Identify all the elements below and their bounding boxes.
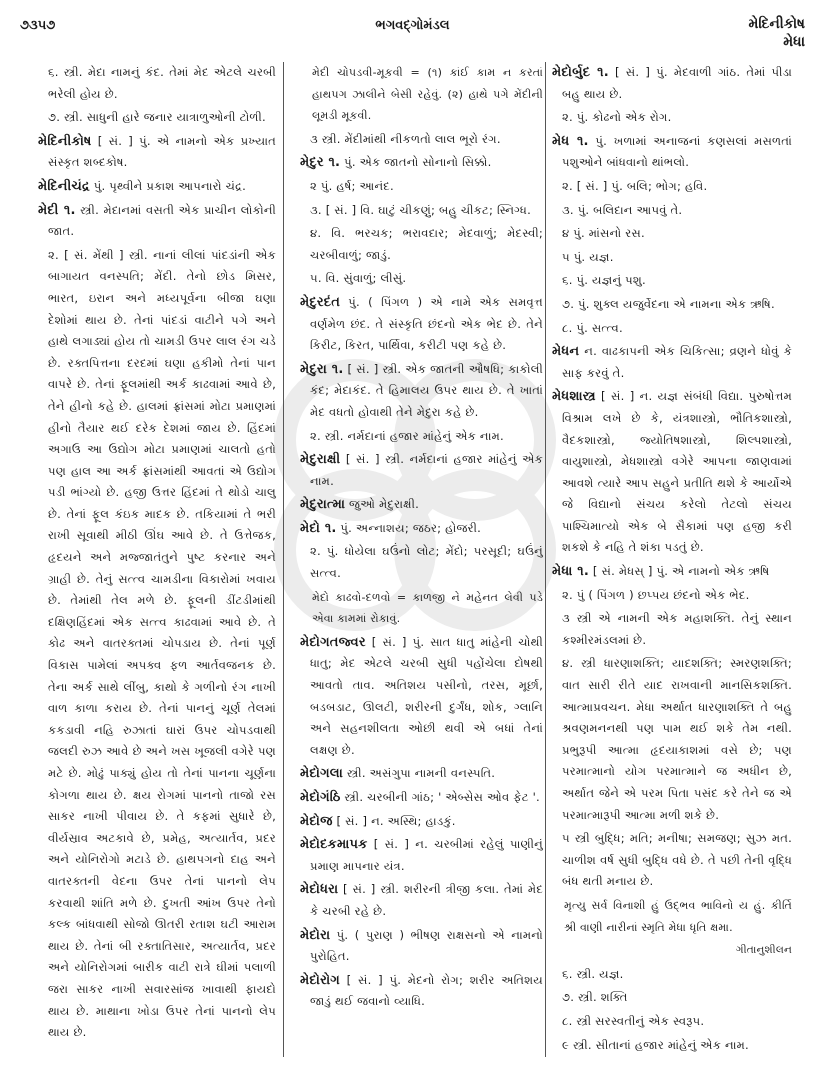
dictionary-entry	[38, 200, 276, 243]
sense-definition: ૬. પું. યજ્ઞનું પશુ.	[562, 273, 646, 288]
headword: મેદિનીકોષ	[38, 133, 92, 149]
definition: [ સં. ] ન. યજ્ઞ સંબંધી વિદ્યા. પુરુષોત્તમ વિશ્રામ લખે છે કે, યંત્રશાસ્ત્રો, ભૌતિકશાસ્ત્રો, વૈદકશાસ્ત્રો, જ્યોતિષશાસ્ત્રો, શિલ્પશાસ્ત્રો, વાયુશાસ્ત્રો, મેધશાસ્ત્રો વગેરે આપના જાણવામાં આવશે ત્યારે આપ સહુને પ્રતીતિ થશે કે આર્યોએ જે વિદ્યાનો સંચય કરેલો તેટલો સંચય પાશ્ચિમાત્યો એક બે સૈકામાં પણ હજી કરી શકશે કે નહિ તે શંકા પડતું છે.	[562, 389, 792, 555]
section-title-start: મેદિનીકોષ	[748, 16, 805, 32]
dictionary-entry	[300, 494, 543, 516]
dictionary-entry	[38, 131, 276, 174]
headword: મેદુરાક્ષી	[300, 452, 341, 468]
dictionary-entry	[300, 925, 543, 968]
sense-definition: ૫ પું. યજ્ઞ.	[562, 249, 614, 264]
dictionary-entry	[300, 292, 543, 357]
dictionary-entry	[300, 632, 543, 762]
definition: [ સં. ] સ્ત્રી. શરીરની ત્રીજી કલા. તેમાં મેદ કે ચરબી રહે છે.	[310, 882, 543, 918]
headword: મેધશાસ્ત્ર	[552, 389, 596, 405]
definition: સ્ત્રી. ચરબીની ગાંઠ; ' એબ્સેસ ઓવ ફેટ '.	[344, 790, 540, 804]
sense-definition: ૨. પું. ધોયેલા ઘઉંનો લોટ; મેંદો; પરસૂદી; ઘઉંનું સત્ત્વ.	[310, 544, 543, 581]
dictionary-entry	[300, 152, 543, 174]
idiom-quote: મેદી ચોપડવી-મૂકવી = (૧) કાંઈ કામ ન કરતાં હાથપગ ઝાલીને બેસી રહેવું. (૨) હાથે પગે મેંદીની લૂમડી મૂકવી.	[312, 66, 543, 123]
dictionary-entry	[300, 787, 543, 809]
dictionary-entry	[552, 561, 792, 583]
section-title	[748, 15, 805, 51]
dictionary-entry	[300, 970, 543, 1013]
sense-definition: ૫ સ્ત્રી બુદ્ધિ; મતિ; મનીષા; સમજણ; સુઝ મત. ચાળીશ વર્ષ સુધી બુદ્ધિ વધે છે. તે પછી તેની વૃદ્ધિ બંધ થતી મનાય છે.	[562, 831, 792, 889]
sense-definition: ૪ પું. માંસનો રસ.	[562, 226, 645, 241]
dictionary-entry	[300, 811, 543, 833]
definition: [ સં. મેધસ્ ] પું. એ નામનો એક ઋષિ	[592, 564, 770, 579]
page-header	[0, 0, 825, 60]
headword: મેદોદકમાપક	[300, 837, 368, 853]
definition: [ સં. ] સ્ત્રી. એક જાતની ઔષધિ; કાકોલી કંદ; મેદાકંદ. તે હિમાલય ઉપર થાય છે. તે ખાતાં મેદ વધતો હોવાથી તેને મેદુરા કહે છે.	[310, 361, 543, 419]
definition: ન. વાઢકાપની એક ચિકિત્સા; વ્રણને ધોવું કે સાફ કરવું તે.	[562, 344, 792, 380]
dictionary-entry	[300, 879, 543, 922]
section-title-end: મેધા	[783, 34, 805, 50]
dictionary-entry	[552, 62, 792, 105]
running-title: ભગવદ્ગોમંડલ	[375, 18, 450, 33]
dictionary-entry	[552, 341, 792, 384]
sense-definition: ૩ સ્ત્રી. મેંદીમાંથી નીકળતો લાલ ભૂરો રંગ.	[310, 131, 501, 146]
headword: મેદોધરા	[300, 882, 339, 898]
definition: પું. એક જાતનો સોનાનો સિક્કો.	[344, 155, 492, 170]
dictionary-entry	[38, 176, 276, 198]
column-right	[552, 62, 792, 1058]
dictionary-entry	[300, 518, 543, 540]
definition: [ સં. ] ન. અસ્થિ; હાડકું.	[336, 813, 456, 828]
sense-definition: ૬. સ્ત્રી. મેદા નામનું કંદ. તેમાં મેદ એટલે ચરબી ભરેલી હોય છે.	[48, 65, 276, 101]
sense-definition: ૭. સ્ત્રી. સાધુની હારે જનાર યાત્રાળુઓની ટોળી.	[48, 110, 266, 125]
sense-definition: ૫. વિ. સુંવાળું; લીસું.	[310, 271, 407, 286]
sense-definition: ૯ સ્ત્રી. સીતાનાં હજાર માંહેનું એક નામ.	[562, 1037, 749, 1052]
headword: મેધન	[552, 344, 580, 360]
definition: પું. પૃથ્વીને પ્રકાશ આપનારો ચંદ્ર.	[93, 178, 247, 193]
headword: મેધા ૧.	[552, 564, 589, 580]
headword: મેધ ૧.	[552, 133, 589, 149]
definition: પું. ( પિંગળ ) એ નામે એક સમવૃત્ત વર્ણમેળ છંદ. તે સંસ્કૃતિ છંદનો એક ભેદ છે. તેને કિરીટ, કિરત, પાર્થિવા, કરીટી પણ કહે છે.	[310, 294, 543, 353]
definition: [ સં. ] સ્ત્રી. નર્મદાનાં હજાર માંહેનું એક નામ.	[310, 452, 544, 488]
definition: [ સં. ] પું. સાત ધાતુ માંહેની ચોથી ધાતુ; મેદ એટલે ચરબી સુધી પહોંચેલા દોષથી આવતો તાવ. અતિશય પસીનો, તરસ, મૂર્છા, બડબડાટ, ઊલટી, શરીરની દુર્ગંધ, શોક, ગ્લાનિ અને સહનશીલતા ઓછી થવી એ બધાં તેનાં લક્ષણ છે.	[310, 634, 543, 757]
page-number: ૭૩૫૭	[20, 18, 56, 33]
idiom-quote: મૃત્યુ સર્વ વિનાશી હું ઉદ્ભવ ભાવિનો ય હું. કીર્તિ શ્રી વાણી નારીનાં સ્મૃતિ મેધા ધૃતિ ક્ષમા.	[564, 898, 792, 934]
sense-definition: ૩ સ્ત્રી એ નામની એક મહાશક્તિ. તેનું સ્થાન કશ્મીરમંડલમાં છે.	[562, 611, 792, 647]
sense-definition: ૮. પું. સત્ત્વ.	[562, 320, 623, 335]
headword: મેદોરા	[300, 927, 331, 943]
headword: મેદી ૧.	[38, 202, 76, 218]
sense-definition: ૨. પું. કોઢનો એક રોગ.	[562, 110, 672, 125]
definition: [ સં. ] ન. ચરબીમાં રહેલું પાણીનું પ્રમાણ માપનાર યંત્ર.	[310, 837, 543, 873]
sense-definition: ૪. વિ. ભરચક; ભરાવદાર; મેદવાળું; મેદસ્વી; ચરબીવાળું; જાડું.	[310, 226, 543, 262]
definition: પું. ( પુરાણ ) ભીષણ રાક્ષસનો એ નામનો પુરોહિત.	[310, 927, 544, 964]
headword: મેદોગલા	[300, 766, 343, 782]
dictionary-entry	[300, 834, 543, 877]
quote-attribution: ગીતાનુશીલન	[735, 944, 792, 957]
headword: મેદો ૧.	[300, 520, 337, 536]
definition: પું. ખળામાં અનાજનાં કણસલાં મસળતાં પશુઓને બાંધવાનો થાંભલો.	[562, 133, 793, 170]
sense-definition: ૩. [ સં. ] વિ. ઘાટું ચીકણું; બહુ ચીકટ; સ્નિગ્ધ.	[310, 202, 531, 217]
definition: પું. અન્નાશય; જઠર; હોજરી.	[340, 520, 482, 535]
sense-definition: ૨. [ સં. ] પું. બલિ; ભોગ; હવિ.	[562, 178, 708, 193]
headword: મેદોગંઠિ	[300, 790, 341, 805]
sense-definition: ૨. [ સં. મેંથી ] સ્ત્રી. નાનાં લીલાં પાંદડાંની એક બાગાયત વનસ્પતિ; મેંદી. તેનો છોડ મિસર, ભારત, ઇરાન અને મધ્યપૂર્વના બીજા ઘણા દેશોમાં થાય છે. તેનાં પાંદડાં વાટીને પગે અને હાથે લગાડ્યાં હોય તો ચામડી ઉપર લાલ રંગ ચડે છે. રક્તપિત્તના દરદમાં ઘણા હકીમો તેનાં પાન વાપરે છે. તેનાં ફૂલમાંથી અર્ક કાઢવામાં આવે છે, તેને હીનો કહે છે. હાલમાં ફ્રાંસમાં મોટા પ્રમાણમાં હીનો તૈયાર થઈ દરેક દેશમાં જાય છે. હિંદમાં અગાઉ આ ઉદ્યોગ મોટા પ્રમાણમાં ચાલતો હતો પણ હાલ આ અર્ક ફ્રાંસમાંથી આવતાં એ ઉદ્યોગ પડી ભાંગ્યો છે. હજી ઉત્તર હિંદમાં તે થોડો ચાલુ છે. તેનાં ફૂલ કંઇક માદક છે. તકિયામાં તે ભરી રાખી સૂવાથી મીઠી ઊંઘ આવે છે. તે ઉત્તેજક, હૃદયને અને મજ્જાતંતુને પુષ્ટ કરનાર અને ગ્રાહી છે. તેનું સત્ત્વ ચામડીના વિકારોમાં ખવાય છે. તેમાંથી તેલ મળે છે. ફૂલની ડીંટડીમાંથી દક્ષિણહિંદમાં એક સત્ત્વ કાઢવામાં આવે છે. તે કોઢ અને વાતરક્તમાં ચોપડાય છે. તેનાં પૂર્ણ વિકાસ પામેલાં અપક્વ ફળ આર્તવજનક છે. તેના અર્ક સાથે લીંબુ, કાથો કે ગળીનો રંગ નાખી વાળ કાળા કરાય છે. તેનાં પાનનું ચૂર્ણ તેલમાં કકડાવી નહિ રુઝાતાં ઘારાં ઉપર ચોપડવાથી જલદી રુઝ આવે છે અને ખસ ખૂજલી વગેરે પણ મટે છે. મોઢું પાક્યું હોય તો તેનાં પાનના ચૂર્ણના કોગળા થાય છે. ક્ષય રોગમાં પાનનો તાજો રસ સાકર નાખી પીવાય છે. તે કફમાં સુધારે છે, વીર્યસ્રાવ અટકાવે છે, પ્રમેહ, અત્યાર્તવ, પ્રદર અને યોનિરોગો મટાડે છે. હાથપગનો દાહ અને વાતરક્તની વેદના ઉપર તેનાં પાનનો લેપ કરવાથી શાંતિ મળે છે. દુખતી આંખ ઉપર તેનો કલ્ક બાંધવાથી સોજો ઊતરી રતાશ ઘટી આરામ થાય છે. તેનાં બી રક્તાતિસાર, અત્યાર્તવ, પ્રદર અને યોનિરોગમાં બારીક વાટી રાત્રે ઘીમાં પલાળી જરા સાકર નાખી સવારસાંજ ખાવાથી ફાયદો થાય છે. માથાના ખોડા ઉપર તેનાં પાનનો લેપ થાય છે.	[48, 247, 276, 1040]
dictionary-entry	[300, 763, 543, 785]
dictionary-entry	[300, 449, 543, 492]
headword: મેદુરા ૧.	[300, 361, 344, 377]
definition: સ્ત્રી. મેદાનમાં વસતી એક પ્રાચીન લોકોની જાત.	[48, 202, 276, 239]
dictionary-entry	[300, 359, 543, 424]
sense-definition: ૭. સ્ત્રી. શક્તિ	[562, 990, 628, 1005]
headword: મેદોજ	[300, 813, 333, 829]
headword: મેદુરદંત	[300, 294, 341, 310]
sense-definition: ૩. પું. બલિદાન આપવું તે.	[562, 202, 683, 217]
sense-definition: ૪. સ્ત્રી ધારણાશક્તિ; યાદશક્તિ; સ્મરણશક્તિ; વાત સારી રીતે યાદ રાખવાની માનસિકશક્તિ. આત્માપ્રવચન. મેધા અર્થાત ધારણાશક્તિ તે બહુ શ્રવણમનનથી પણ પામ થઈ શકે તેમ નથી. પ્રભુરૂપી આત્મા હૃદયાકાશમાં વસે છે; પણ પરમાત્માનો યોગ પરમાત્માને જ અધીન છે, અર્થાત જેને એ પરમ પિતા પસંદ કરે તેને જ એ પરમાત્મારૂપી આત્મા મળી શકે છે.	[562, 656, 792, 822]
definition: [ સં. ] પું. એ નામનો એક પ્રખ્યાત સંસ્કૃત શબ્દકોષ.	[48, 133, 276, 170]
idiom-quote: મેદો કાઢવો-દળવો = કાળજી ને મહેનત લેવી પડે એવા કામમાં રોકાવું.	[312, 590, 543, 626]
column-left	[38, 62, 276, 1046]
headword: મેદોગતજ્વર	[300, 634, 366, 650]
headword: મેદિનીચંદ્ર	[38, 178, 90, 194]
dictionary-entry	[552, 386, 792, 559]
definition: [ સં. ] પું. મેદનો રોગ; શરીર અતિશય જાડું થઈ જવાનો વ્યાધિ.	[310, 972, 543, 1009]
definition: જુઓ મેદુરાક્ષી.	[349, 497, 419, 512]
column-divider	[283, 62, 284, 1057]
headword: મેદુરાત્મા	[300, 497, 346, 513]
definition: સ્ત્રી. અસંગુપા નામની વનસ્પતિ.	[346, 766, 496, 781]
sense-definition: ૨ પું. હર્ષ; આનંદ.	[310, 178, 394, 193]
headword: મેદોરોગ	[300, 972, 340, 988]
sense-definition: ૨. સ્ત્રી. નર્મદાનાં હજાર માંહેનું એક નામ.	[310, 428, 504, 443]
sense-definition: ૮. સ્ત્રી સરસ્વતીનું એક સ્વરૂપ.	[562, 1013, 705, 1028]
definition: [ સં. ] પું. મેદવાળી ગાંઠ. તેમાં પીડા બહુ થાય છે.	[562, 65, 793, 101]
sense-definition: ૨. પું ( પિંગળ ) છપ્પય છંદનો એક ભેદ.	[562, 587, 750, 602]
column-divider	[545, 62, 546, 1057]
sense-definition: ૬. સ્ત્રી. યજ્ઞ.	[562, 966, 624, 981]
headword: મેદોર્બુદ ૧.	[552, 65, 609, 80]
dictionary-entry	[552, 131, 792, 174]
sense-definition: ૭. પું. શુક્લ યજુર્વેદના એ નામના એક ઋષિ.	[562, 296, 775, 311]
headword: મેદુર ૧.	[300, 155, 341, 171]
column-middle	[300, 62, 543, 1015]
